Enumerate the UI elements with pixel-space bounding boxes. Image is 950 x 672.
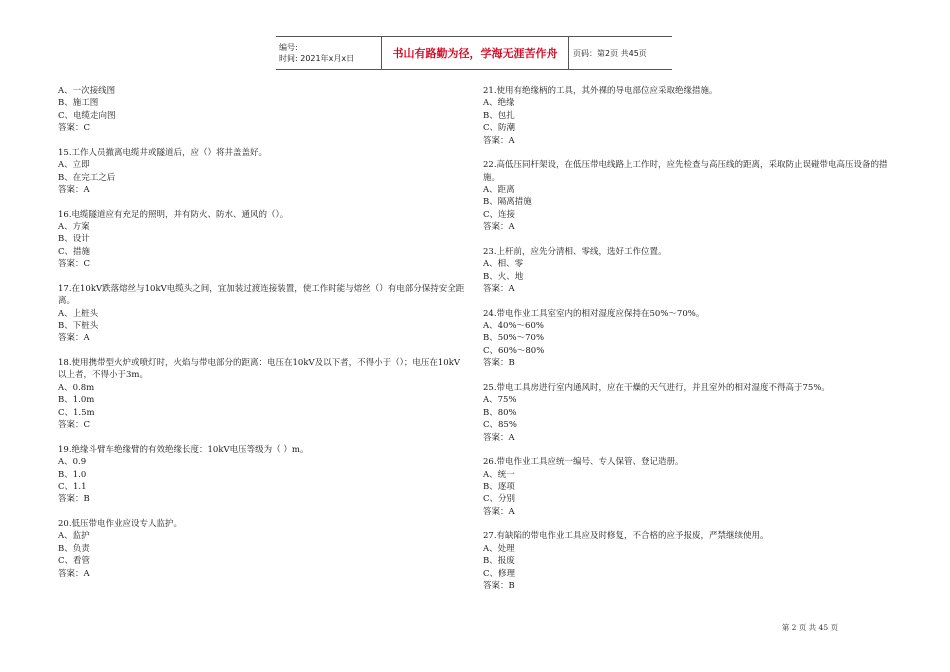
right-column — [483, 85, 893, 605]
answer-option: A、处理 — [483, 543, 515, 554]
answer-key: 答案：C — [58, 420, 91, 431]
question-stem: 23.上杆前，应先分清相、零线，选好工作位置。 — [483, 246, 667, 257]
question-block — [58, 209, 468, 271]
answer-option: A、0.9 — [58, 457, 87, 468]
answer-key: 答案：B — [58, 494, 90, 505]
answer-key: 答案：C — [58, 123, 91, 134]
answer-key: 答案：B — [483, 580, 515, 591]
question-stem: 20.低压带电作业应设专人监护。 — [58, 518, 183, 529]
answer-option: A、上桩头 — [58, 308, 99, 319]
answer-option: B、隔离措施 — [483, 197, 532, 208]
answer-option: B、火、地 — [483, 271, 524, 282]
answer-option: C、60%～80% — [483, 345, 545, 356]
question-block — [58, 444, 468, 506]
answer-option: A、0.8m — [58, 382, 95, 393]
page-footer: 第 2 页 共 45 页 — [781, 623, 838, 632]
answer-option: C、1.5m — [58, 407, 95, 418]
question-stem: 22.高低压同杆架设，在低压带电线路上工作时，应先检查与高压线的距离，采取防止误碰带电高压设备的措施。 — [483, 160, 888, 183]
answer-key: 答案：A — [483, 432, 515, 443]
answer-option: B、逐项 — [483, 481, 515, 492]
answer-option: B、包扎 — [483, 110, 515, 121]
answer-key: 答案：A — [58, 568, 90, 579]
question-block — [58, 518, 468, 580]
answer-option: A、绝缘 — [483, 98, 515, 109]
answer-option: A、相、零 — [483, 259, 524, 270]
answer-option: A、立即 — [58, 160, 90, 171]
answer-option: C、85% — [483, 420, 517, 431]
question-stem: 24.带电作业工具室室内的相对湿度应保持在50%～70%。 — [483, 308, 705, 319]
question-block — [483, 246, 893, 296]
answer-option: B、1.0m — [58, 395, 95, 406]
answer-option: A、距离 — [483, 185, 515, 196]
question-stem: 16.电缆隧道应有充足的照明，并有防火、防水、通风的（）。 — [58, 209, 289, 220]
left-column — [58, 85, 468, 592]
question-stem: 27.有缺陷的带电作业工具应及时修复，不合格的应予报废，严禁继续使用。 — [483, 531, 769, 542]
question-stem: 17.在10kV跌落熔丝与10kV电缆头之间，宜加装过渡连接装置，使工作时能与熔丝（）有电部分保持安全距离。 — [58, 283, 465, 307]
answer-option: B、在完工之后 — [58, 172, 116, 183]
answer-option: A、一次接线图 — [58, 86, 116, 96]
answer-key: 答案：B — [483, 358, 515, 369]
answer-option: B、50%～70% — [483, 333, 545, 344]
time-label: 时间: 2021年x月x日 — [279, 54, 355, 63]
question-block — [58, 85, 468, 135]
answer-option: C、防潮 — [483, 123, 516, 134]
answer-option: A、方案 — [58, 222, 90, 233]
header-meta — [276, 37, 381, 69]
answer-option: B、设计 — [58, 234, 90, 245]
question-block — [483, 530, 893, 592]
question-stem: 15.工作人员撤离电缆井或隧道后，应（）将井盖盖好。 — [58, 147, 268, 158]
answer-key: 答案：A — [483, 222, 515, 233]
question-block — [58, 357, 468, 431]
question-block — [483, 456, 893, 518]
page-header — [276, 36, 672, 70]
question-block — [483, 382, 893, 444]
slogan: 书山有路勤为径，学海无涯苦作舟 — [392, 46, 558, 60]
header-slogan-cell — [381, 37, 569, 69]
answer-key: 答案：C — [58, 259, 91, 270]
answer-option: A、40%～60% — [483, 321, 544, 332]
answer-option: B、1.0 — [58, 469, 87, 480]
answer-option: C、措施 — [58, 246, 91, 257]
answer-option: A、监护 — [58, 531, 90, 542]
question-block — [483, 85, 893, 147]
question-block — [483, 308, 893, 370]
question-stem: 18.使用携带型火炉或喷灯时，火焰与带电部分的距离：电压在10kV及以下者，不得小于（）；电压在10kV以上者，不得小于3m。 — [58, 358, 460, 381]
question-stem: 19.绝缘斗臂车绝缘臂的有效绝缘长度：10kV电压等级为（ ）m。 — [58, 444, 309, 455]
answer-option: A、统一 — [483, 469, 515, 480]
answer-option: C、分别 — [483, 494, 516, 505]
question-stem: 25.带电工具房进行室内通风时，应在干燥的天气进行，并且室外的相对湿度不得高于75%。 — [483, 382, 830, 393]
answer-option: B、负责 — [58, 543, 90, 554]
question-block — [58, 147, 468, 197]
answer-option: C、看管 — [58, 556, 91, 567]
answer-option: B、报废 — [483, 556, 515, 567]
number-label: 编号: — [279, 43, 298, 52]
answer-option: C、修理 — [483, 568, 516, 579]
answer-key: 答案：A — [483, 506, 515, 517]
answer-option: B、下桩头 — [58, 321, 99, 332]
answer-option: B、施工图 — [58, 98, 99, 109]
question-stem: 26.带电作业工具应统一编号、专人保管、登记造册。 — [483, 457, 684, 468]
header-page-cell — [569, 37, 672, 69]
answer-key: 答案：A — [58, 185, 90, 196]
question-stem: 21.使用有绝缘柄的工具，其外裸的导电部位应采取绝缘措施。 — [483, 86, 718, 96]
answer-option: C、1.1 — [58, 481, 87, 492]
answer-option: B、80% — [483, 407, 517, 418]
page-label: 页码：第2页 共45页 — [573, 48, 647, 58]
question-block — [58, 283, 468, 345]
answer-option: A、75% — [483, 395, 517, 406]
answer-key: 答案：A — [483, 135, 515, 146]
answer-option: C、连接 — [483, 209, 516, 220]
answer-key: 答案：A — [58, 333, 90, 344]
question-block — [483, 159, 893, 233]
answer-key: 答案：A — [483, 284, 515, 295]
answer-option: C、电缆走向图 — [58, 110, 116, 121]
